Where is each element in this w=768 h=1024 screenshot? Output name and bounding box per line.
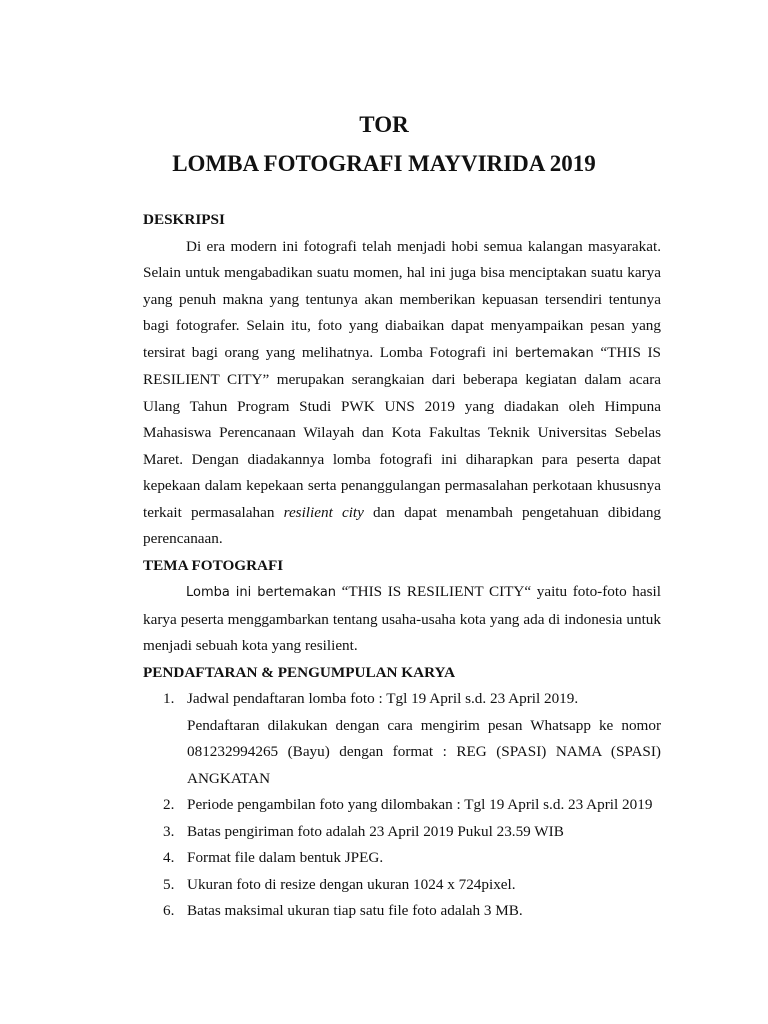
list-item-number: 5. — [163, 875, 175, 893]
list-item — [143, 686, 661, 792]
list-item-number: 6. — [163, 902, 175, 919]
list-item-number: 3. — [163, 822, 175, 840]
document-title: TOR — [359, 112, 409, 137]
pendaftaran-list — [143, 686, 661, 925]
list-item — [143, 845, 661, 872]
list-item — [143, 872, 661, 899]
paragraph-deskripsi — [143, 234, 661, 553]
list-item-number: 1. — [163, 690, 175, 707]
deskripsi-text-italic: resilient city — [283, 503, 364, 521]
list-item-text: Jadwal pendaftaran lomba foto : Tgl 19 April s.d. 23 April 2019. — [187, 690, 579, 707]
tema-text-sans: Lomba ini bertemakan — [186, 585, 337, 600]
paragraph-tema — [143, 579, 661, 660]
list-item-text: Periode pengambilan foto yang dilombakan : Tgl 19 April s.d. 23 April 2019 — [187, 796, 653, 813]
tema-text: “THIS IS RESILIENT CITY“ yaitu foto-foto hasil karya peserta menggambarkan tentang usaha-usaha kota yang ada di indonesia untuk menjadi sebuah kota yang resilient. — [143, 583, 661, 654]
list-item-text: Ukuran foto di resize dengan ukuran 1024 x 724pixel. — [187, 875, 516, 893]
document-subtitle: LOMBA FOTOGRAFI MAYVIRIDA 2019 — [172, 151, 596, 176]
list-item-text: Format file dalam bentuk JPEG. — [187, 849, 384, 866]
document-body — [143, 207, 661, 925]
list-item-number: 2. — [163, 796, 175, 813]
heading-tema: TEMA FOTOGRAFI — [143, 556, 284, 574]
deskripsi-text-sans: ini bertemakan — [492, 345, 594, 361]
list-item — [143, 792, 661, 819]
deskripsi-text-3: dan dapat menambah pengetahuan dibidang perencanaan. — [143, 503, 662, 547]
heading-pendaftaran: PENDAFTARAN & PENGUMPULAN KARYA — [143, 663, 456, 681]
heading-deskripsi: DESKRIPSI — [143, 211, 225, 228]
deskripsi-text-2: “THIS IS RESILIENT CITY” merupakan serangkaian dari beberapa kegiatan dalam acara Ulang Tahun Program Studi PWK UNS 2019 yang diadakan oleh Himpuna Mahasiswa Perencanaan Wilayah dan Kota Fakultas Teknik Universitas Sebelas Maret. Dengan diadakannya lomba fotografi ini diharapkan para peserta dapat kepekaan dalam kepekaan serta penanggulangan permasalahan perkotaan khususnya terkait permasalahan — [143, 343, 662, 521]
list-item — [143, 819, 661, 846]
list-item-number: 4. — [163, 849, 175, 866]
list-item — [143, 898, 661, 925]
list-item-text: Batas pengiriman foto adalah 23 April 2019 Pukul 23.59 WIB — [187, 822, 564, 840]
list-item-text: Batas maksimal ukuran tiap satu file foto adalah 3 MB. — [187, 902, 523, 919]
deskripsi-text-1: Di era modern ini fotografi telah menjadi hobi semua kalangan masyarakat. Selain untuk mengabadikan suatu momen, hal ini juga bisa menciptakan suatu karya yang penuh makna yang tentunya akan memberikan kepuasan tersendiri tentunya bagi fotografer. Selain itu, foto yang diabaikan dapat menyampaikan pesan yang tersirat bagi orang yang melihatnya. Lomba Fotografi — [143, 237, 661, 361]
list-item-subtext: Pendaftaran dilakukan dengan cara mengirim pesan Whatsapp ke nomor 081232994265 (Bayu) dengan format : REG (SPASI) NAMA (SPASI) ANGKATAN — [187, 716, 661, 787]
